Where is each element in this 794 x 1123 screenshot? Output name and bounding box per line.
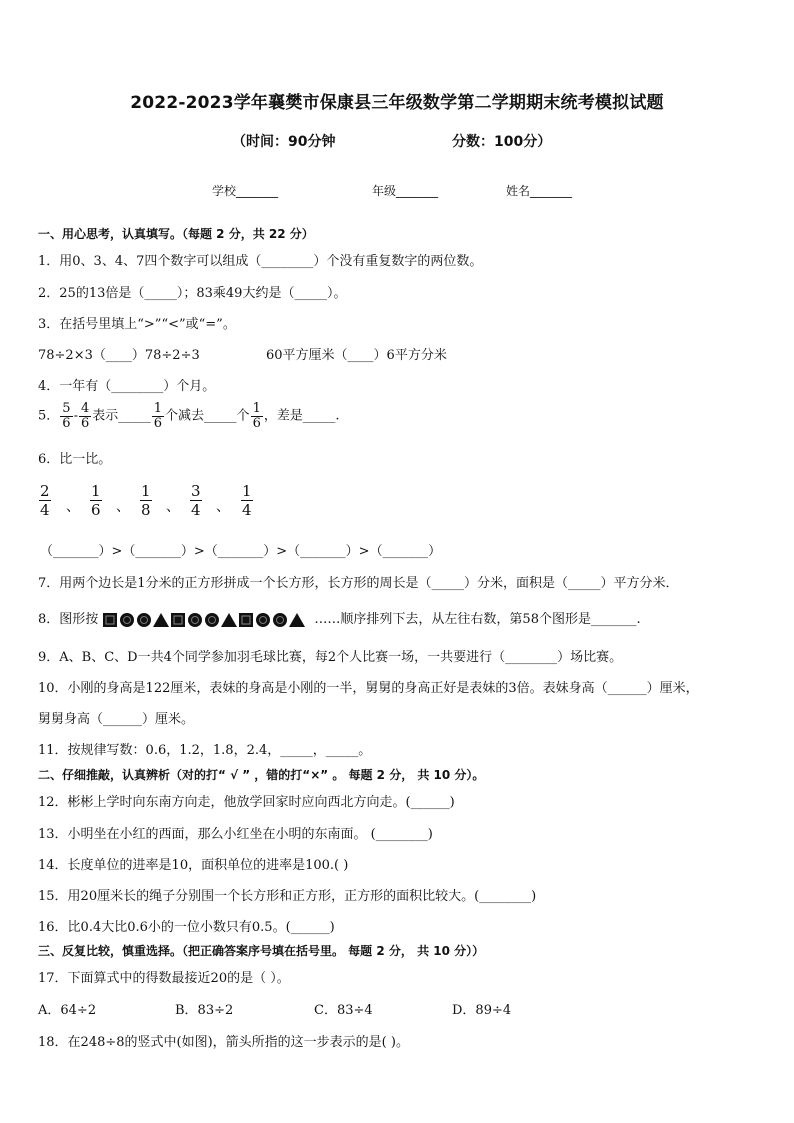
q6-fraction-2: 1 6 (91, 482, 101, 519)
shape-sequence (102, 612, 314, 628)
question-10-line1: 10．小刚的身高是122厘米，表妹的身高是小刚的一半，舅舅的身高正好是表妹的3倍。表妹身高（______）厘米， (38, 681, 699, 696)
q6-answer-line: （_______）>（_______）>（_______）>（_______）>（_______） (40, 544, 442, 559)
square-icon (239, 613, 253, 627)
square-icon (171, 613, 185, 627)
q6-fraction-5: 1 4 (242, 482, 252, 519)
q17-option-d[interactable]: D．89÷4 (452, 1003, 512, 1018)
q5-text-1: 表示_____ (92, 408, 151, 424)
q5-fraction-2: $\frac{4}{6}$ (80, 401, 90, 431)
question-2: 2．25的13倍是（_____）；83乘49大约是（_____）。 (38, 286, 347, 301)
section-2-heading: 二、仔细推敲，认真辨析（对的打“ √ ” ，错的打“×” 。 每题 2 分， 共 10 分）。 (38, 768, 485, 782)
question-3: 3．在括号里填上“>”“<”或“=”。 (38, 317, 236, 332)
question-18: 18．在248÷8的竖式中(如图)，箭头所指的这一步表示的是( )。 (38, 1035, 409, 1050)
q17-option-c[interactable]: C．83÷4 (314, 1003, 373, 1018)
q5-text-2: 个减去_____个 (165, 408, 250, 424)
question-3b: 60平方厘米（____）6平方分米 (266, 348, 447, 363)
question-6: 6．比一比。 (38, 452, 112, 467)
circle-icon (137, 613, 151, 627)
grade-field[interactable]: 年级_______ (372, 184, 439, 198)
q6-separator: 、 (166, 499, 180, 515)
q17-option-a[interactable]: A．64÷2 (38, 1003, 97, 1018)
q5-prefix: 5． (38, 408, 60, 424)
q8-suffix: ……顺序排列下去，从左往右数，第58个图形是_______. (314, 612, 641, 627)
q17-option-b[interactable]: B．83÷2 (175, 1003, 234, 1018)
circle-icon (205, 613, 219, 627)
q6-separator: 、 (216, 499, 230, 515)
q5-text-3: ，差是_____. (263, 408, 340, 424)
q5-fraction-1: $\frac{5}{6}$ (62, 401, 71, 431)
page-title: 2022-2023学年襄樊市保康县三年级数学第二学期期末统考模拟试题 (130, 93, 664, 113)
question-16: 16．比0.4大比0.6小的一位小数只有0.5。(______) (38, 920, 335, 935)
exam-time: （时间：90分钟 (232, 134, 336, 150)
q6-fraction-3: 1 8 (141, 482, 151, 519)
triangle-icon (153, 613, 169, 627)
q5-fraction-4: $\frac{1}{6}$ (252, 401, 261, 431)
question-8 (38, 608, 641, 628)
exam-score: 分数：100分） (452, 134, 552, 150)
question-13: 13．小明坐在小红的西面，那么小红坐在小明的东南面。 (________) (38, 827, 433, 842)
section-3-heading: 三、反复比较，慎重选择。（把正确答案序号填在括号里。 每题 2 分， 共 10 分）） (38, 944, 485, 958)
question-14: 14．长度单位的进率是10，面积单位的进率是100.( ) (38, 858, 349, 873)
question-5 (38, 402, 339, 430)
q8-prefix: 8．图形按 (38, 612, 99, 627)
square-icon (103, 613, 117, 627)
question-7: 7．用两个边长是1分米的正方形拼成一个长方形，长方形的周长是（_____）分米，面积是（_____）平方分米． (38, 576, 679, 591)
q6-separator: 、 (66, 499, 80, 515)
q6-separator: 、 (116, 499, 130, 515)
q5-fraction-3: $\frac{1}{6}$ (153, 401, 163, 431)
school-field[interactable]: 学校_______ (212, 184, 279, 198)
section-1-heading: 一、用心思考，认真填写。（每题 2 分，共 22 分） (38, 227, 314, 241)
circle-icon (188, 613, 202, 627)
question-15: 15．用20厘米长的绳子分别围一个长方形和正方形，正方形的面积比较大。(________) (38, 889, 537, 904)
circle-icon (120, 613, 134, 627)
question-10-line2: 舅舅身高（______）厘米。 (38, 712, 195, 727)
question-4: 4．一年有（________）个月。 (38, 379, 216, 394)
circle-icon (273, 613, 287, 627)
q5-minus: - (73, 408, 78, 424)
question-17: 17．下面算式中的得数最接近20的是（ ）。 (38, 971, 290, 986)
question-12: 12．彬彬上学时向东南方向走，他放学回家时应向西北方向走。(______) (38, 795, 455, 810)
name-field[interactable]: 姓名_______ (506, 184, 573, 198)
circle-icon (256, 613, 270, 627)
q6-fraction-4: 3 4 (191, 482, 201, 519)
q6-fraction-1: 2 4 (40, 482, 50, 519)
question-9: 9．A、B、C、D一共4个同学参加羽毛球比赛，每2个人比赛一场，一共要进行（________）场比赛。 (38, 650, 623, 665)
triangle-icon (221, 613, 237, 627)
question-3a: 78÷2×3（____）78÷2÷3 (38, 348, 200, 363)
question-1: 1．用0、3、4、7四个数字可以组成（________）个没有重复数字的两位数。 (38, 254, 483, 269)
triangle-icon (289, 613, 305, 627)
question-11: 11．按规律写数：0.6，1.2，1.8，2.4，_____，_____。 (38, 743, 372, 758)
